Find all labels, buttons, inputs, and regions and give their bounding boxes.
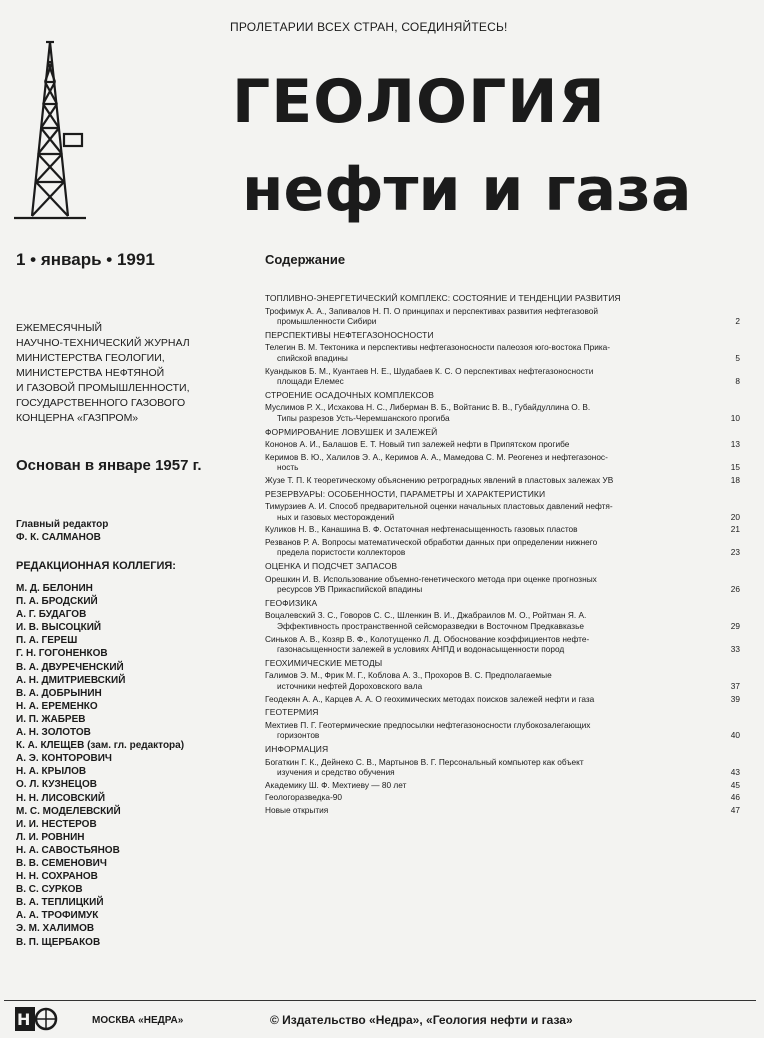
journal-description: [16, 321, 266, 426]
toc-section-heading: ОЦЕНКА И ПОДСЧЕТ ЗАПАСОВ: [265, 561, 398, 572]
board-member: И. В. ВЫСОЦКИЙ: [16, 622, 102, 634]
board-member: М. С. МОДЕЛЕВСКИЙ: [16, 805, 121, 817]
toc-entry: [265, 670, 740, 691]
board-member: В. П. ЩЕРБАКОВ: [16, 936, 101, 948]
toc-entry-text: Новые открытия: [265, 804, 329, 815]
toc-section-heading: ФОРМИРОВАНИЕ ЛОВУШЕК И ЗАЛЕЖЕЙ: [265, 426, 438, 437]
toc-entry-text: Жузе Т. П. К теоретическому объяснению ретроградных явлений в пластовых залежах УВ: [265, 474, 614, 485]
toc-entry-text: Резванов Р. А. Вопросы математической обработки данных при определении нижнего: [265, 536, 598, 547]
toc-entry: [265, 720, 740, 741]
board-member: В. А. ДВУРЕЧЕНСКИЙ: [16, 661, 124, 673]
description-line: ЕЖЕМЕСЯЧНЫЙ: [16, 322, 103, 334]
toc-entry-continuation: газонасыщенности залежей в условиях АНПД и водонасыщенности пород: [277, 644, 565, 655]
description-line: МИНИСТЕРСТВА НЕФТЯНОЙ: [16, 367, 165, 379]
board-member: В. А. ТЕПЛИЦКИЙ: [16, 897, 104, 909]
toc-page-number: 26: [730, 584, 740, 595]
description-line: КОНЦЕРНА «ГАЗПРОМ»: [16, 412, 139, 424]
board-member: К. А. КЛЕЩЕВ (зам. гл. редактора): [16, 740, 185, 752]
toc-entry: [265, 524, 740, 535]
svg-text:Н: Н: [17, 1010, 31, 1029]
toc-entry: [265, 792, 740, 803]
board-member: А. Н. ЗОЛОТОВ: [16, 727, 91, 739]
toc-entry-text: Тимурзиев А. И. Способ предварительной оценки начальных пластовых давлений нефтя-: [265, 501, 613, 512]
toc-entry: [265, 306, 740, 327]
footer-divider: [4, 1000, 756, 1001]
toc-section-heading: ГЕОТЕРМИЯ: [265, 707, 319, 718]
toc-entry: [265, 452, 740, 473]
toc-section-heading: РЕЗЕРВУАРЫ: ОСОБЕННОСТИ, ПАРАМЕТРЫ И ХАРАКТЕРИСТИКИ: [265, 488, 546, 499]
toc-entry: [265, 757, 740, 778]
journal-title-line-1: ГЕОЛОГИЯ: [232, 67, 606, 137]
oil-rig-icon: [10, 38, 90, 228]
toc-entry-text: Куандыков Б. М., Куантаев Н. Е., Шудабаев К. С. О перспективах нефтегазоносности: [265, 365, 594, 376]
board-member: Н. Н. ЛИСОВСКИЙ: [16, 792, 106, 804]
toc-entry: [265, 694, 740, 705]
toc-entry: [265, 805, 740, 816]
toc-entry-text: Орешкин И. В. Использование объемно-генетического метода при оценке прогнозных: [265, 573, 597, 584]
board-member: Л. И. РОВНИН: [16, 831, 85, 843]
toc-entry-text: Куликов Н. В., Канашина В. Ф. Остаточная нефтенасыщенность газовых пластов: [265, 524, 578, 535]
board-member: Н. А. КРЫЛОВ: [16, 766, 87, 778]
board-member: И. П. ЖАБРЕВ: [16, 713, 86, 725]
toc-page-number: 37: [730, 681, 740, 691]
toc-section-heading: ПЕРСПЕКТИВЫ НЕФТЕГАЗОНОСНОСТИ: [265, 329, 434, 340]
toc-page-number: 5: [735, 352, 740, 363]
toc-entry-continuation: предела пористости коллекторов: [277, 547, 406, 558]
toc-section-heading: ГЕОХИМИЧЕСКИЕ МЕТОДЫ: [265, 657, 383, 668]
toc-entry: [265, 610, 740, 631]
board-member: Н. Н. СОХРАНОВ: [16, 871, 98, 883]
editor-label: Главный редактор: [16, 519, 109, 530]
board-member: А. Г. БУДАГОВ: [16, 609, 87, 621]
toc-entry-text: Муслимов Р. Х., Исхакова Н. С., Либерман В. Б., Войтанис В. В., Губайдуллина О. В.: [265, 402, 591, 413]
toc-entry-continuation: источники нефтей Дороховского вала: [277, 681, 423, 691]
board-member: Г. Н. ГОГОНЕНКОВ: [16, 648, 108, 660]
toc-entry-text: Геодекян А. А., Карцев А. А. О геохимических методах поисков залежей нефти и газа: [265, 693, 595, 704]
board-member: А. А. ТРОФИМУК: [16, 910, 99, 922]
toc-page-number: 43: [730, 767, 740, 778]
toc-page-number: 2: [735, 316, 740, 327]
toc-entry-text: Геологоразведка-90: [265, 792, 342, 803]
description-line: МИНИСТЕРСТВА ГЕОЛОГИИ,: [16, 352, 165, 364]
toc-entry-continuation: Эффективность пространственной сейсморазведки в Восточном Предкавказье: [277, 621, 585, 632]
toc-page-number: 18: [730, 474, 740, 485]
toc-entry-text: Мехтиев П. Г. Геотермические предпосылки нефтегазоносности глубокозалегающих: [265, 719, 591, 730]
toc-entry-continuation: горизонтов: [277, 730, 320, 741]
city-publisher: МОСКВА «НЕДРА»: [92, 1015, 184, 1026]
founded-line: Основан в январе 1957 г.: [16, 457, 202, 474]
toc-entry-continuation: промышленности Сибири: [277, 316, 377, 327]
board-member: Э. М. ХАЛИМОВ: [16, 923, 95, 935]
board-member: О. Л. КУЗНЕЦОВ: [16, 779, 97, 791]
editorial-board-list: [16, 582, 184, 949]
toc-entry: [265, 402, 740, 423]
toc-page-number: 15: [730, 462, 740, 473]
toc-entry: [265, 501, 740, 522]
toc-entry-text: Академику Ш. Ф. Мехтиеву — 80 лет: [265, 779, 407, 790]
board-member: И. И. НЕСТЕРОВ: [16, 818, 97, 830]
toc-entry-continuation: ных и газовых месторождений: [277, 511, 395, 522]
board-member: А. Н. ДМИТРИЕВСКИЙ: [16, 674, 126, 686]
board-member: А. Э. КОНТОРОВИЧ: [16, 753, 112, 765]
nedra-logo-icon: [14, 1006, 58, 1032]
toc-page-number: 47: [730, 804, 740, 815]
toc-entry-text: Телегин В. М. Тектоника и перспективы нефтегазоносности палеозоя юго-востока Прика-: [265, 342, 611, 353]
board-member: В. С. СУРКОВ: [16, 884, 83, 896]
toc-entry: [265, 439, 740, 450]
board-member: В. В. СЕМЕНОВИЧ: [16, 857, 107, 869]
toc-page-number: 8: [735, 376, 740, 387]
toc-page-number: 40: [730, 730, 740, 741]
toc-page-number: 33: [730, 644, 740, 655]
toc-page-number: 46: [730, 792, 740, 803]
slogan: ПРОЛЕТАРИИ ВСЕХ СТРАН, СОЕДИНЯЙТЕСЬ!: [230, 20, 508, 34]
toc-page-number: 20: [730, 511, 740, 522]
board-member: П. А. БРОДСКИЙ: [16, 596, 98, 608]
toc-entry: [265, 634, 740, 655]
toc-page-number: 45: [730, 779, 740, 790]
journal-title-line-2: нефти и газа: [242, 155, 692, 225]
toc-section-heading: ТОПЛИВНО-ЭНЕРГЕТИЧЕСКИЙ КОМПЛЕКС: СОСТОЯНИЕ И ТЕНДЕНЦИИ РАЗВИТИЯ: [265, 293, 621, 303]
toc-entry-continuation: Типы разрезов Усть-Черемшанского прогиба: [277, 412, 450, 423]
toc-entry: [265, 780, 740, 791]
toc-page-number: 13: [730, 439, 740, 450]
toc-page-number: 29: [730, 621, 740, 632]
toc-page-number: 23: [730, 547, 740, 558]
contents-title: Содержание: [265, 252, 346, 267]
toc-page-number: 21: [730, 524, 740, 535]
toc-entry-continuation: спийской впадины: [277, 352, 348, 363]
board-member: Н. А. ЕРЕМЕНКО: [16, 700, 98, 712]
description-line: ГОСУДАРСТВЕННОГО ГАЗОВОГО: [16, 397, 186, 409]
editor-name: Ф. К. САЛМАНОВ: [16, 532, 101, 543]
toc-entry-continuation: ресурсов УВ Прикаспийской впадины: [277, 584, 423, 595]
toc-entry-text: Трофимук А. А., Запивалов Н. П. О принципах и перспективах развития нефтегазовой: [265, 305, 599, 316]
toc-entry-text: Кононов А. И., Балашов Е. Т. Новый тип залежей нефти в Припятском прогибе: [265, 439, 570, 450]
board-member: М. Д. БЕЛОНИН: [16, 583, 93, 594]
toc-entry-text: Богаткин Г. К., Дейнеко С. В., Мартынов В. Г. Персональный компьютер как объект: [265, 756, 584, 767]
board-heading: РЕДАКЦИОННАЯ КОЛЛЕГИЯ:: [16, 560, 176, 572]
toc-entry: [265, 475, 740, 486]
toc-entry: [265, 342, 740, 363]
toc-entry: [265, 574, 740, 595]
toc-entry-text: Керимов В. Ю., Халилов Э. А., Керимов А. А., Мамедова С. М. Реогенез и нефтегазонос-: [265, 451, 608, 462]
publisher-copyright: © Издательство «Недра», «Геология нефти и газа»: [270, 1013, 573, 1027]
toc-entry: [265, 366, 740, 387]
toc-entry-continuation: ность: [277, 462, 299, 473]
table-of-contents: [265, 290, 740, 816]
toc-section-heading: СТРОЕНИЕ ОСАДОЧНЫХ КОМПЛЕКСОВ: [265, 389, 435, 400]
toc-entry: [265, 537, 740, 558]
toc-page-number: 10: [730, 412, 740, 423]
description-line: И ГАЗОВОЙ ПРОМЫШЛЕННОСТИ,: [16, 382, 190, 394]
board-member: В. А. ДОБРЫНИН: [16, 687, 102, 699]
toc-entry-text: Галимов Э. М., Фрик М. Г., Коблова А. З., Прохоров В. С. Предполагаемые: [265, 670, 552, 681]
toc-section-heading: ГЕОФИЗИКА: [265, 597, 318, 608]
chief-editor: [16, 518, 108, 544]
toc-entry-continuation: изучения и средство обучения: [277, 767, 395, 778]
board-member: П. А. ГЕРЕШ: [16, 635, 78, 647]
toc-entry-text: Синьков А. В., Козяр В. Ф., Колотущенко Л. Д. Обоснование коэффициентов нефте-: [265, 633, 590, 644]
board-member: Н. А. САВОСТЬЯНОВ: [16, 844, 120, 856]
description-line: НАУЧНО-ТЕХНИЧЕСКИЙ ЖУРНАЛ: [16, 337, 190, 349]
toc-entry-continuation: площади Елемес: [277, 376, 344, 387]
toc-entry-text: Воцалевский З. С., Говоров С. С., Шленкин В. И., Джабраилов М. О., Ройтман Я. А.: [265, 610, 587, 621]
toc-section-heading: ИНФОРМАЦИЯ: [265, 743, 329, 754]
toc-page-number: 39: [730, 693, 740, 704]
issue-line: 1 • январь • 1991: [16, 250, 155, 269]
